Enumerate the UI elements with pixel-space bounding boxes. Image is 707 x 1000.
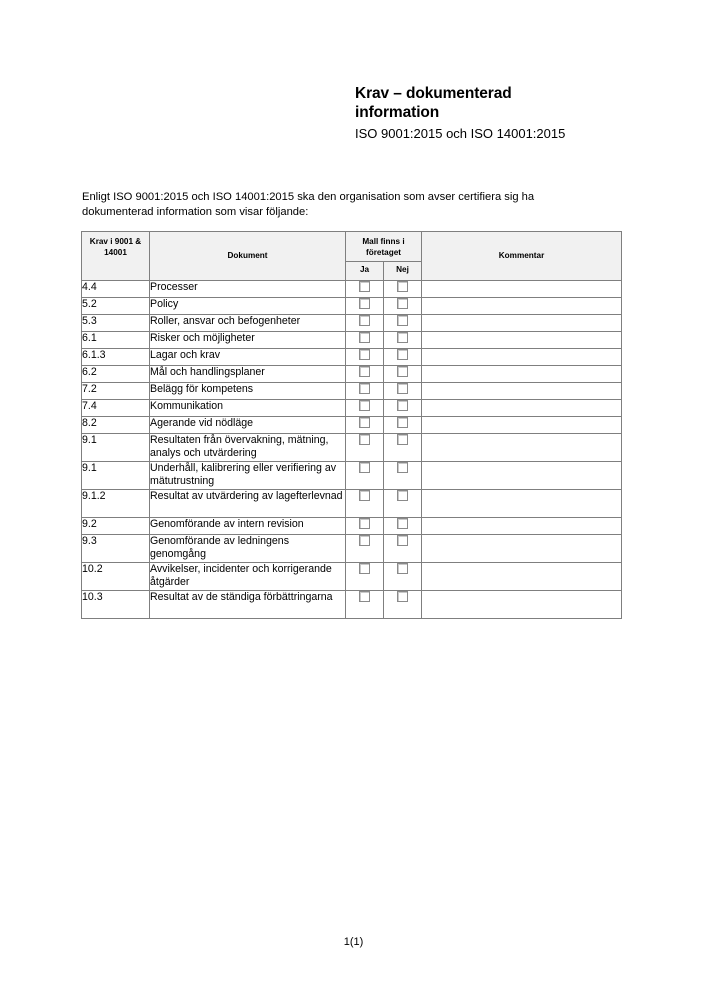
table-header	[82, 232, 622, 281]
column-header-krav: Krav i 9001 & 14001	[82, 232, 150, 281]
table-row	[82, 382, 622, 399]
cell-ja	[346, 517, 384, 534]
checkbox-ja[interactable]	[359, 400, 370, 411]
title-block	[355, 84, 655, 142]
cell-ja	[346, 433, 384, 461]
cell-ja	[346, 590, 384, 618]
intro-line-1: Enligt ISO 9001:2015 och ISO 14001:2015 ska den organisation som avser certifiera sig ha	[82, 191, 535, 203]
cell-kommentar[interactable]	[422, 489, 622, 517]
cell-krav: 5.3	[82, 314, 150, 331]
cell-dokument: Avvikelser, incidenter och korrigerande åtgärder	[150, 562, 346, 590]
cell-dokument: Risker och möjligheter	[150, 331, 346, 348]
cell-krav: 6.2	[82, 365, 150, 382]
column-header-mall-finns: Mall finns i företaget	[346, 232, 422, 262]
checkbox-ja[interactable]	[359, 490, 370, 501]
cell-kommentar[interactable]	[422, 590, 622, 618]
page-title-line2: information	[355, 104, 440, 121]
checkbox-nej[interactable]	[397, 332, 408, 343]
cell-nej	[384, 280, 422, 297]
table-row	[82, 461, 622, 489]
table-row	[82, 489, 622, 517]
cell-nej	[384, 365, 422, 382]
cell-kommentar[interactable]	[422, 416, 622, 433]
checkbox-ja[interactable]	[359, 462, 370, 473]
cell-kommentar[interactable]	[422, 314, 622, 331]
cell-kommentar[interactable]	[422, 348, 622, 365]
checkbox-ja[interactable]	[359, 332, 370, 343]
cell-ja	[346, 562, 384, 590]
cell-nej	[384, 416, 422, 433]
cell-nej	[384, 382, 422, 399]
table-row	[82, 433, 622, 461]
checkbox-nej[interactable]	[397, 462, 408, 473]
checkbox-nej[interactable]	[397, 281, 408, 292]
cell-nej	[384, 297, 422, 314]
cell-dokument: Genomförande av ledningens genomgång	[150, 534, 346, 562]
cell-ja	[346, 348, 384, 365]
checkbox-ja[interactable]	[359, 535, 370, 546]
cell-krav: 9.1	[82, 461, 150, 489]
cell-dokument: Resultat av utvärdering av lagefterlevnad	[150, 489, 346, 517]
cell-ja	[346, 416, 384, 433]
cell-dokument: Resultaten från övervakning, mätning, analys och utvärdering	[150, 433, 346, 461]
cell-dokument: Lagar och krav	[150, 348, 346, 365]
checkbox-nej[interactable]	[397, 383, 408, 394]
cell-kommentar[interactable]	[422, 399, 622, 416]
page-title-line1: Krav – dokumenterad	[355, 85, 512, 102]
cell-kommentar[interactable]	[422, 461, 622, 489]
table-body	[82, 280, 622, 618]
cell-nej	[384, 534, 422, 562]
cell-nej	[384, 590, 422, 618]
cell-ja	[346, 461, 384, 489]
checkbox-ja[interactable]	[359, 349, 370, 360]
cell-nej	[384, 517, 422, 534]
cell-ja	[346, 399, 384, 416]
checklist-table-wrapper	[81, 231, 621, 619]
cell-kommentar[interactable]	[422, 534, 622, 562]
cell-ja	[346, 489, 384, 517]
checkbox-ja[interactable]	[359, 563, 370, 574]
cell-ja	[346, 280, 384, 297]
intro-line-2: dokumenterad information som visar följande:	[82, 205, 309, 218]
table-row	[82, 348, 622, 365]
cell-krav: 8.2	[82, 416, 150, 433]
cell-dokument: Genomförande av intern revision	[150, 517, 346, 534]
checkbox-nej[interactable]	[397, 490, 408, 501]
cell-nej	[384, 489, 422, 517]
cell-dokument: Agerande vid nödläge	[150, 416, 346, 433]
checkbox-nej[interactable]	[397, 535, 408, 546]
cell-ja	[346, 297, 384, 314]
cell-krav: 5.2	[82, 297, 150, 314]
cell-dokument: Kommunikation	[150, 399, 346, 416]
checkbox-nej[interactable]	[397, 298, 408, 309]
cell-krav: 9.2	[82, 517, 150, 534]
cell-nej	[384, 314, 422, 331]
column-header-dokument: Dokument	[150, 232, 346, 281]
checkbox-ja[interactable]	[359, 383, 370, 394]
table-row	[82, 534, 622, 562]
cell-krav: 7.4	[82, 399, 150, 416]
page-subtitle: ISO 9001:2015 och ISO 14001:2015	[355, 126, 566, 141]
cell-krav: 10.2	[82, 562, 150, 590]
checkbox-ja[interactable]	[359, 518, 370, 529]
table-row	[82, 590, 622, 618]
checkbox-nej[interactable]	[397, 366, 408, 377]
cell-nej	[384, 433, 422, 461]
cell-krav: 6.1.3	[82, 348, 150, 365]
cell-krav: 10.3	[82, 590, 150, 618]
column-header-ja: Ja	[346, 262, 384, 281]
checkbox-nej[interactable]	[397, 591, 408, 602]
cell-krav: 6.1	[82, 331, 150, 348]
checkbox-nej[interactable]	[397, 417, 408, 428]
cell-ja	[346, 365, 384, 382]
page-title	[355, 84, 655, 122]
cell-ja	[346, 314, 384, 331]
cell-kommentar[interactable]	[422, 365, 622, 382]
checkbox-ja[interactable]	[359, 434, 370, 445]
cell-krav: 9.1	[82, 433, 150, 461]
checkbox-nej[interactable]	[397, 563, 408, 574]
cell-dokument: Resultat av de ständiga förbättringarna	[150, 590, 346, 618]
table-row	[82, 297, 622, 314]
cell-kommentar[interactable]	[422, 280, 622, 297]
cell-kommentar[interactable]	[422, 433, 622, 461]
checkbox-ja[interactable]	[359, 417, 370, 428]
cell-krav: 9.3	[82, 534, 150, 562]
cell-nej	[384, 331, 422, 348]
table-row	[82, 399, 622, 416]
cell-dokument: Roller, ansvar och befogenheter	[150, 314, 346, 331]
checkbox-ja[interactable]	[359, 366, 370, 377]
table-row	[82, 365, 622, 382]
cell-dokument: Underhåll, kalibrering eller verifiering av mätutrustning	[150, 461, 346, 489]
cell-dokument: Mål och handlingsplaner	[150, 365, 346, 382]
page-footer	[0, 936, 707, 948]
checkbox-nej[interactable]	[397, 518, 408, 529]
cell-nej	[384, 562, 422, 590]
cell-kommentar[interactable]	[422, 517, 622, 534]
cell-kommentar[interactable]	[422, 297, 622, 314]
checkbox-nej[interactable]	[397, 434, 408, 445]
checkbox-nej[interactable]	[397, 400, 408, 411]
table-row	[82, 331, 622, 348]
page-number: 1(1)	[343, 936, 364, 948]
cell-nej	[384, 461, 422, 489]
checkbox-nej[interactable]	[397, 349, 408, 360]
table-header-row-primary	[82, 232, 622, 262]
table-row	[82, 314, 622, 331]
table-row	[82, 280, 622, 297]
checkbox-ja[interactable]	[359, 298, 370, 309]
cell-kommentar[interactable]	[422, 562, 622, 590]
cell-krav: 7.2	[82, 382, 150, 399]
checkbox-ja[interactable]	[359, 315, 370, 326]
cell-krav: 9.1.2	[82, 489, 150, 517]
column-header-kommentar: Kommentar	[422, 232, 622, 281]
cell-krav: 4.4	[82, 280, 150, 297]
table-row	[82, 517, 622, 534]
cell-kommentar[interactable]	[422, 382, 622, 399]
cell-dokument: Processer	[150, 280, 346, 297]
checklist-table	[81, 231, 622, 619]
checkbox-ja[interactable]	[359, 281, 370, 292]
cell-kommentar[interactable]	[422, 331, 622, 348]
table-row	[82, 562, 622, 590]
cell-ja	[346, 382, 384, 399]
table-row	[82, 416, 622, 433]
cell-nej	[384, 348, 422, 365]
cell-dokument: Policy	[150, 297, 346, 314]
checkbox-ja[interactable]	[359, 591, 370, 602]
cell-dokument: Belägg för kompetens	[150, 382, 346, 399]
column-header-nej: Nej	[384, 262, 422, 281]
cell-nej	[384, 399, 422, 416]
cell-ja	[346, 534, 384, 562]
checkbox-nej[interactable]	[397, 315, 408, 326]
intro-paragraph	[82, 190, 582, 219]
cell-ja	[346, 331, 384, 348]
